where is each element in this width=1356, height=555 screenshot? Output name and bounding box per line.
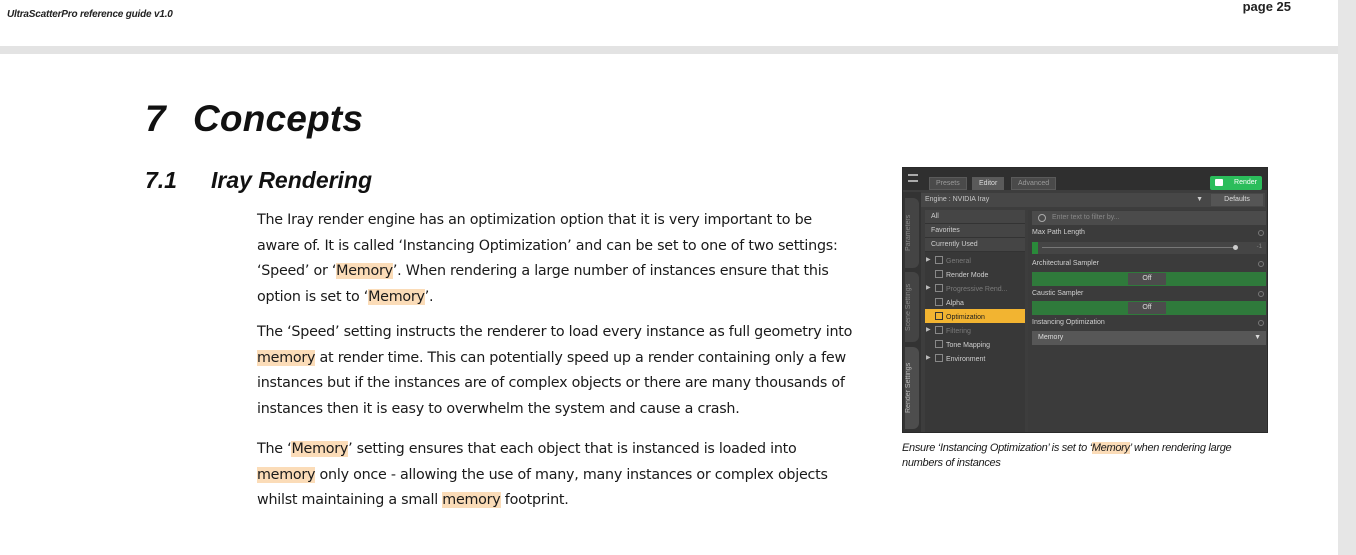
text-run: ’. [424, 288, 434, 305]
search-highlight: Memory [368, 288, 425, 305]
group-icon [935, 284, 943, 292]
scrollbar[interactable] [1338, 0, 1356, 555]
group-icon [935, 256, 943, 264]
category-environment [925, 351, 1025, 365]
slider-track [1042, 247, 1236, 248]
instancing-label [1032, 319, 1266, 330]
text-run: The ‘Speed’ setting instructs the renderer to load every instance as full geometry into [257, 324, 853, 340]
chapter-title: Concepts [193, 98, 364, 139]
toggle-value: Off [1128, 273, 1166, 285]
text-run: ’ setting ensures that each object that is instanced is loaded into [348, 441, 797, 457]
text-run: Ensure ‘Instancing Optimization’ is set to ‘ [902, 442, 1092, 454]
category-progressive [925, 281, 1025, 295]
search-highlight: Memory [336, 263, 393, 279]
category-favorites: Favorites [925, 224, 1025, 238]
search-highlight: memory [257, 349, 316, 366]
reset-icon [1258, 230, 1264, 236]
search-highlight: memory [442, 492, 501, 508]
side-tab-strip [903, 192, 921, 433]
group-icon [935, 298, 943, 306]
page-gap [0, 46, 1338, 54]
render-button: Render [1210, 176, 1262, 190]
category-label: Filtering [946, 328, 971, 335]
search-icon [1038, 214, 1046, 222]
architectural-toggle [1032, 272, 1266, 286]
text-run: only once - allowing the use of many, many instances or complex objects whilst maintaining a small [257, 466, 828, 508]
engine-selector [921, 193, 1265, 207]
text-run: The Iray render engine has an optimization option that it is very important to be aware of. It is called ‘Instancing Optimization’ and can be set to one of two settings: ‘Speed’ or ‘ [257, 212, 838, 279]
category-label: Optimization [946, 314, 985, 321]
max-path-slider [1032, 242, 1266, 254]
expand-icon: ▶ [926, 285, 931, 291]
chapter-heading [145, 98, 363, 140]
tab-editor: Editor [972, 177, 1004, 190]
category-label: Alpha [946, 300, 964, 307]
architectural-label [1032, 260, 1266, 271]
slider-fill [1032, 242, 1038, 254]
previous-page-footer [0, 0, 1338, 46]
group-icon [935, 354, 943, 362]
side-tab-scene-settings: Scene Settings [905, 272, 919, 342]
caustic-toggle [1032, 301, 1266, 315]
property-panel [1028, 210, 1266, 432]
search-highlight: Memory [1091, 442, 1130, 454]
property-label: Caustic Sampler [1032, 290, 1084, 297]
category-tone-mapping [925, 337, 1025, 351]
category-list [925, 210, 1025, 432]
category-optimization [925, 309, 1025, 323]
category-render-mode [925, 267, 1025, 281]
search-highlight: memory [257, 466, 316, 483]
slider-value: -1 [1256, 244, 1262, 250]
filter-field [1032, 211, 1266, 225]
document-title: UltraScatterPro reference guide v1.0 [7, 9, 173, 20]
group-icon [935, 326, 943, 334]
side-tab-parameters: Parameters [905, 198, 919, 268]
search-highlight: Memory [291, 441, 349, 457]
figure-toolbar [903, 168, 1267, 190]
group-icon [935, 270, 943, 278]
section-heading [145, 167, 372, 194]
tab-presets: Presets [929, 177, 967, 190]
text-run: The ‘ [257, 441, 292, 457]
tab-advanced: Advanced [1011, 177, 1056, 190]
property-label: Architectural Sampler [1032, 260, 1099, 267]
document-page [0, 54, 1338, 555]
text-run: ’ when rendering large numbers of instances [902, 442, 1232, 469]
category-label: Render Mode [946, 272, 989, 279]
filter-placeholder: Enter text to filter by... [1052, 214, 1120, 221]
expand-icon: ▶ [926, 355, 931, 361]
dropdown-arrow-icon: ▼ [1196, 196, 1203, 203]
group-icon [935, 340, 943, 348]
reset-icon [1258, 320, 1264, 326]
text-run: footprint. [500, 492, 569, 508]
toggle-value: Off [1128, 302, 1166, 314]
menu-icon [908, 174, 918, 182]
expand-icon: ▶ [926, 257, 931, 263]
side-tab-render-settings: Render Settings [905, 347, 919, 429]
category-currently-used: Currently Used [925, 238, 1025, 252]
text-run: at render time. This can potentially speed up a render containing only a few instances but if the instances are of complex objects or there are many thousands of instances then it is easy to overwhelm the system and cause a crash. [257, 349, 846, 417]
dropdown-arrow-icon: ▼ [1254, 334, 1261, 341]
text-run: ’. When rendering a large number of instances ensure that this option is set to ‘ [257, 263, 829, 305]
instancing-dropdown [1032, 331, 1266, 345]
section-number: 7.1 [145, 167, 177, 193]
category-general [925, 253, 1025, 267]
caustic-label [1032, 290, 1266, 301]
max-path-label [1032, 229, 1266, 240]
chapter-number: 7 [145, 98, 166, 139]
page-number: page 25 [1242, 0, 1291, 14]
property-label: Instancing Optimization [1032, 319, 1105, 326]
render-settings-screenshot [902, 167, 1268, 433]
group-icon [935, 312, 943, 320]
category-label: Progressive Rend... [946, 286, 1008, 293]
category-label: Environment [946, 356, 986, 363]
category-filtering [925, 323, 1025, 337]
category-alpha [925, 295, 1025, 309]
slider-knob [1233, 245, 1238, 250]
section-title: Iray Rendering [211, 167, 373, 193]
paragraph-3 [257, 437, 857, 514]
category-label: Tone Mapping [946, 342, 990, 349]
defaults-button: Defaults [1211, 194, 1263, 206]
dropdown-value: Memory [1038, 334, 1064, 341]
paragraph-1 [257, 208, 857, 310]
paragraph-2 [257, 320, 857, 422]
category-all: All [925, 210, 1025, 224]
engine-label: Engine : NVIDIA Iray [925, 196, 990, 203]
reset-icon [1258, 291, 1264, 297]
category-label: General [946, 258, 971, 265]
figure-caption [902, 441, 1272, 471]
reset-icon [1258, 261, 1264, 267]
expand-icon: ▶ [926, 327, 931, 333]
property-label: Max Path Length [1032, 229, 1085, 236]
